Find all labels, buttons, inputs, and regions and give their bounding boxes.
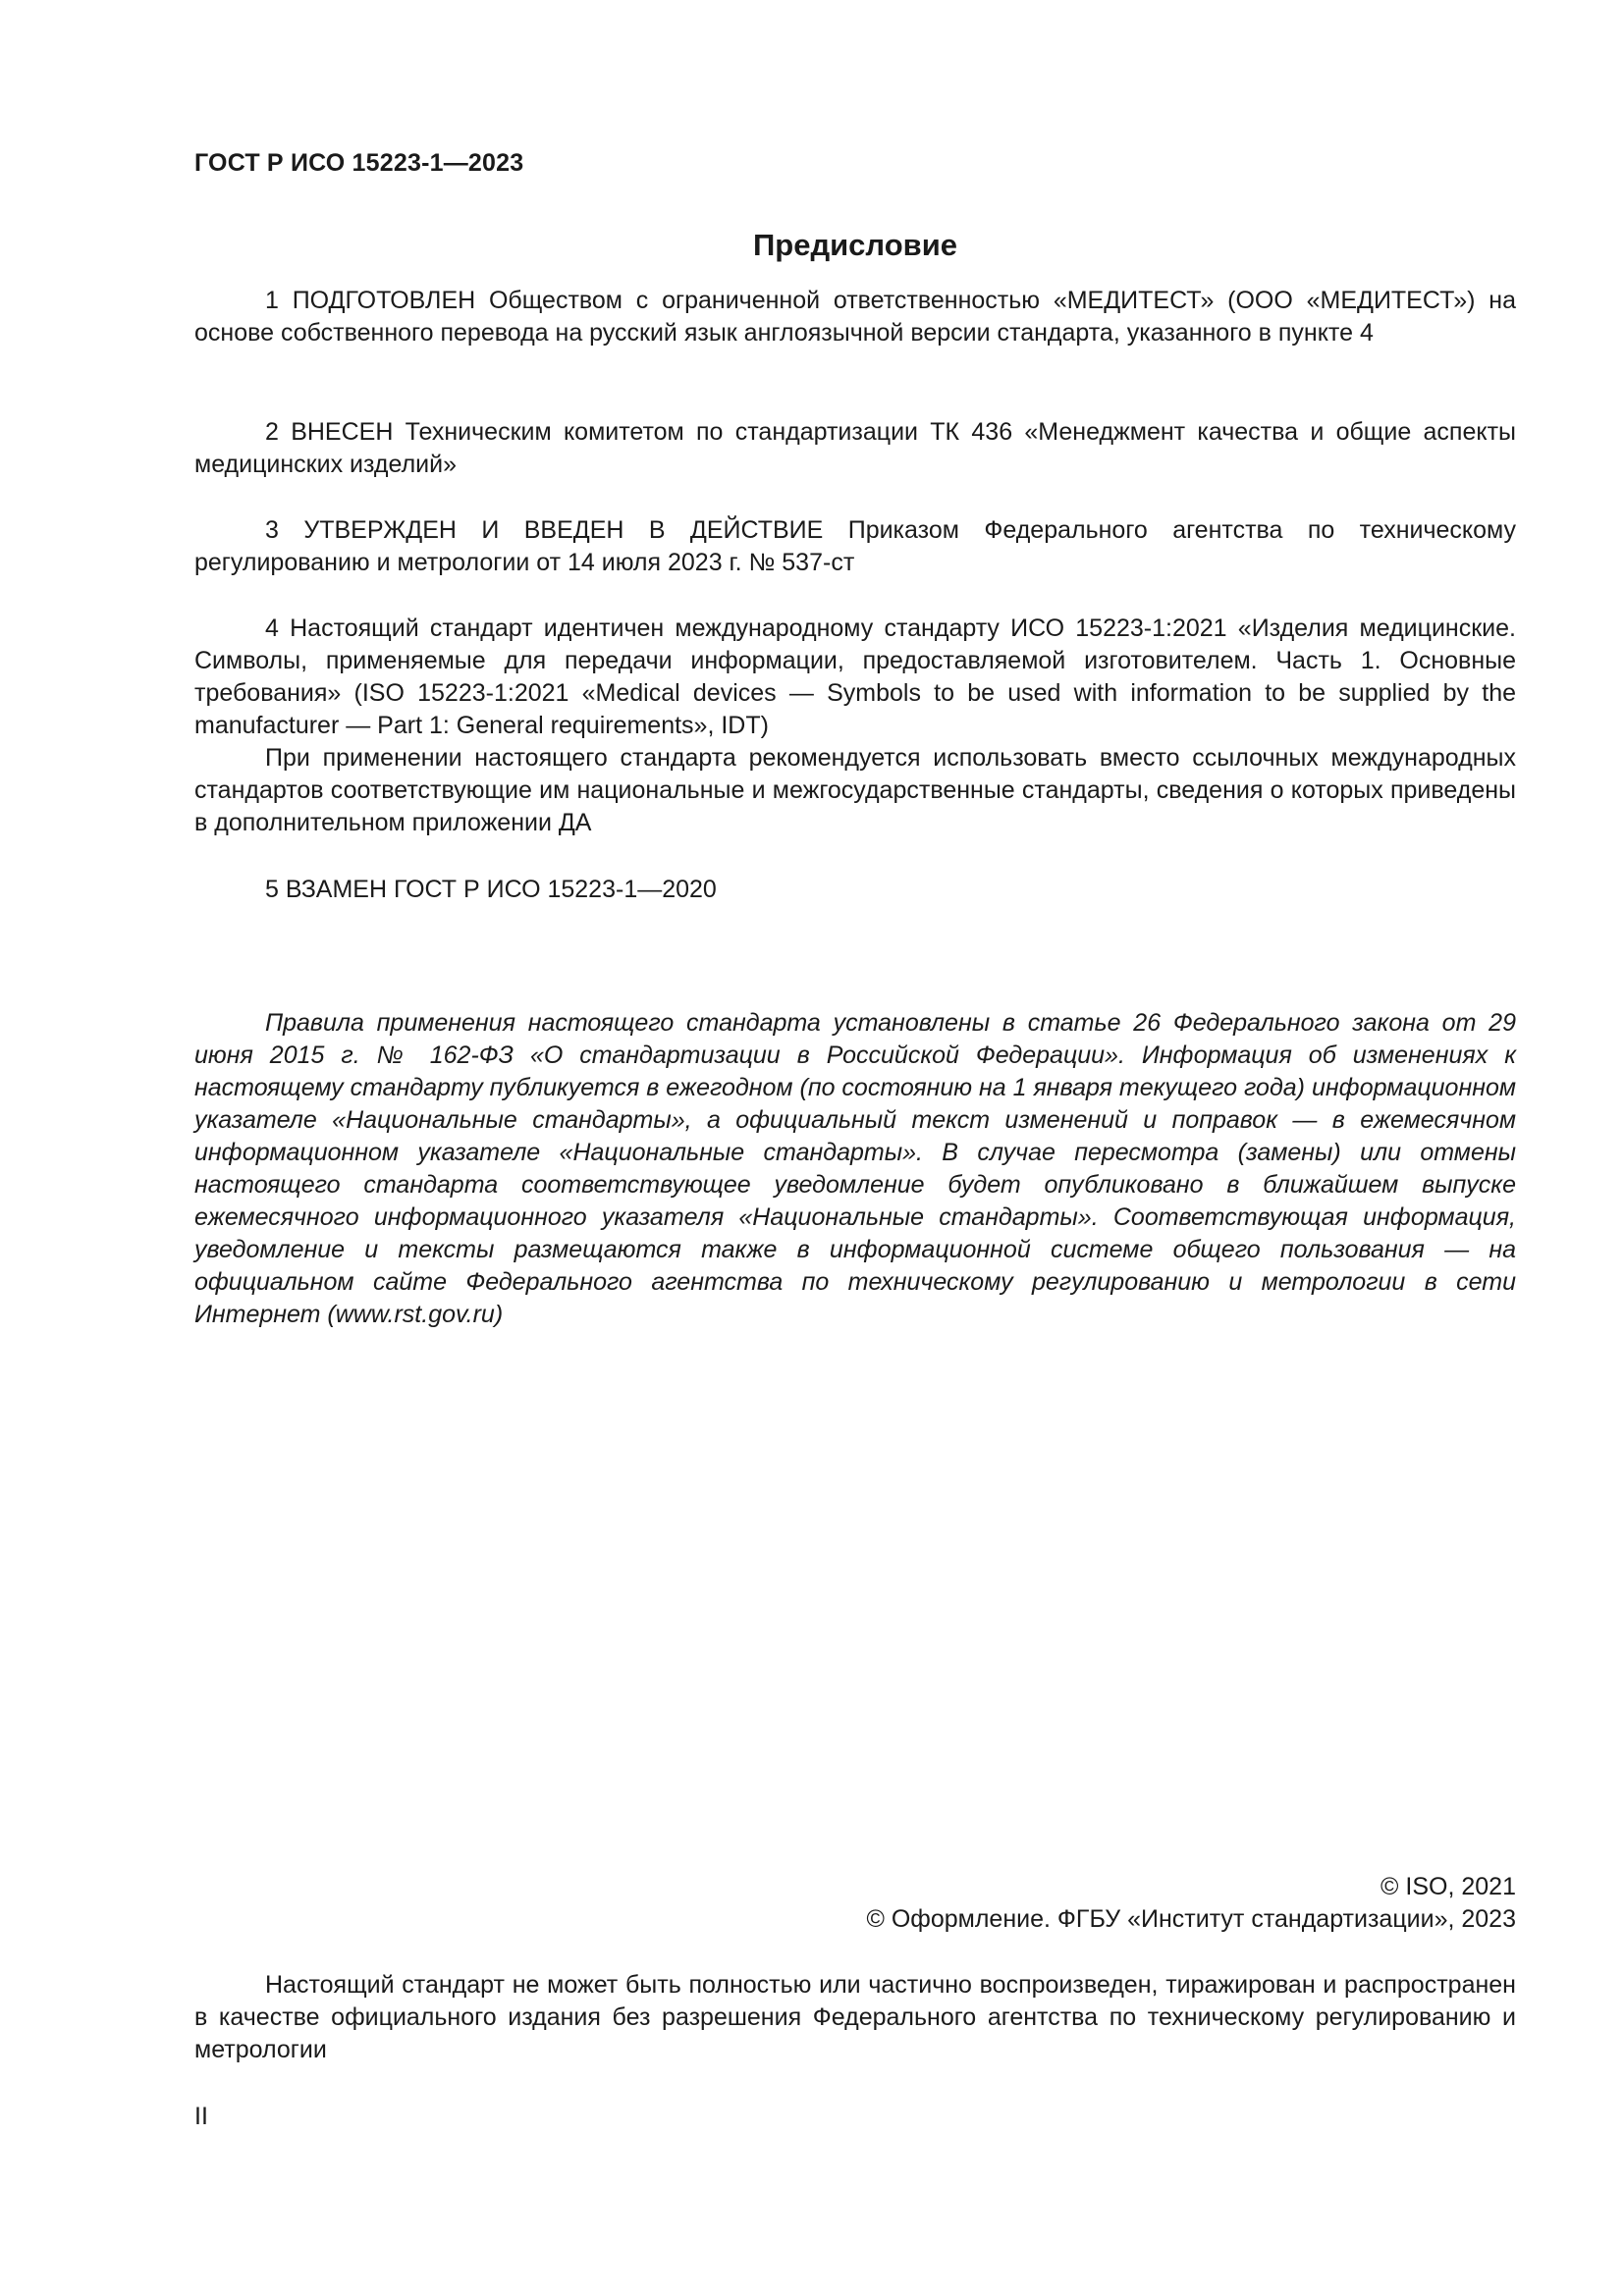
preface-item-1-text: 1 ПОДГОТОВЛЕН Обществом с ограниченной ответственностью «МЕДИТЕСТ» (ООО «МЕДИТЕСТ») на основе собственного перевода на русский язык англоязычной версии стандарта, указанного в пункте 4 — [194, 287, 1516, 347]
preface-item-2-text: 2 ВНЕСЕН Техническим комитетом по стандартизации ТК 436 «Менеджмент качества и общие аспекты медицинских изделий» — [194, 418, 1516, 478]
preface-item-5 — [194, 874, 1516, 906]
legal-notice-text: Настоящий стандарт не может быть полностью или частично воспроизведен, тиражирован и распространен в качестве официального издания без разрешения Федерального агентства по техническому регулированию и метрологии — [194, 1971, 1516, 2063]
preface-item-2 — [194, 416, 1516, 481]
preface-item-4-note: При применении настоящего стандарта рекомендуется использовать вместо ссылочных международных стандартов соответствующие им национальные и межгосударственные стандарты, сведения о которых приведены в дополнительном приложении ДА — [194, 744, 1516, 836]
document-code: ГОСТ Р ИСО 15223-1—2023 — [194, 149, 524, 177]
copyright-block — [194, 1871, 1516, 1936]
preface-item-3 — [194, 514, 1516, 579]
preface-item-4-text: 4 Настоящий стандарт идентичен международному стандарту ИСО 15223-1:2021 «Изделия медицинские. Символы, применяемые для передачи информации, предоставляемой изготовителем. Часть 1. Основные требования» (ISO 15223-1:2021 «Medical devices — Symbols to be used with information to be supplied by the manufacturer — Part 1: General requirements», IDT) — [194, 614, 1516, 739]
preface-item-1 — [194, 285, 1516, 349]
copyright-design: © Оформление. ФГБУ «Институт стандартизации», 2023 — [866, 1905, 1516, 1933]
preface-item-5-text: 5 ВЗАМЕН ГОСТ Р ИСО 15223-1—2020 — [265, 876, 717, 903]
legal-notice — [194, 1969, 1516, 2066]
standard-notice — [194, 1007, 1516, 1331]
page-title: Предисловие — [752, 228, 957, 262]
preface-item-4 — [194, 613, 1516, 839]
page-number: II — [194, 2103, 208, 2130]
preface-item-3-text: 3 УТВЕРЖДЕН И ВВЕДЕН В ДЕЙСТВИЕ Приказом Федерального агентства по техническому регулированию и метрологии от 14 июля 2023 г. № 537-ст — [194, 516, 1516, 576]
standard-notice-text: Правила применения настоящего стандарта установлены в статье 26 Федерального закона от 29 июня 2015 г. № 162-ФЗ «О стандартизации в Российской Федерации». Информация об изменениях к настоящему стандарту публикуется в ежегодном (по состоянию на 1 января текущего года) информационном указателе «Национальные стандарты», а официальный текст изменений и поправок — в ежемесячном информационном указателе «Национальные стандарты». В случае пересмотра (замены) или отмены настоящего стандарта соответствующее уведомление будет опубликовано в ближайшем выпуске ежемесячного информационного указателя «Национальные стандарты». Соответствующая информация, уведомление и тексты размещаются также в информационной системе общего пользования — на официальном сайте Федерального агентства по техническому регулированию и метрологии в сети Интернет (www.rst.gov.ru) — [194, 1009, 1517, 1328]
copyright-iso: © ISO, 2021 — [1380, 1873, 1516, 1900]
